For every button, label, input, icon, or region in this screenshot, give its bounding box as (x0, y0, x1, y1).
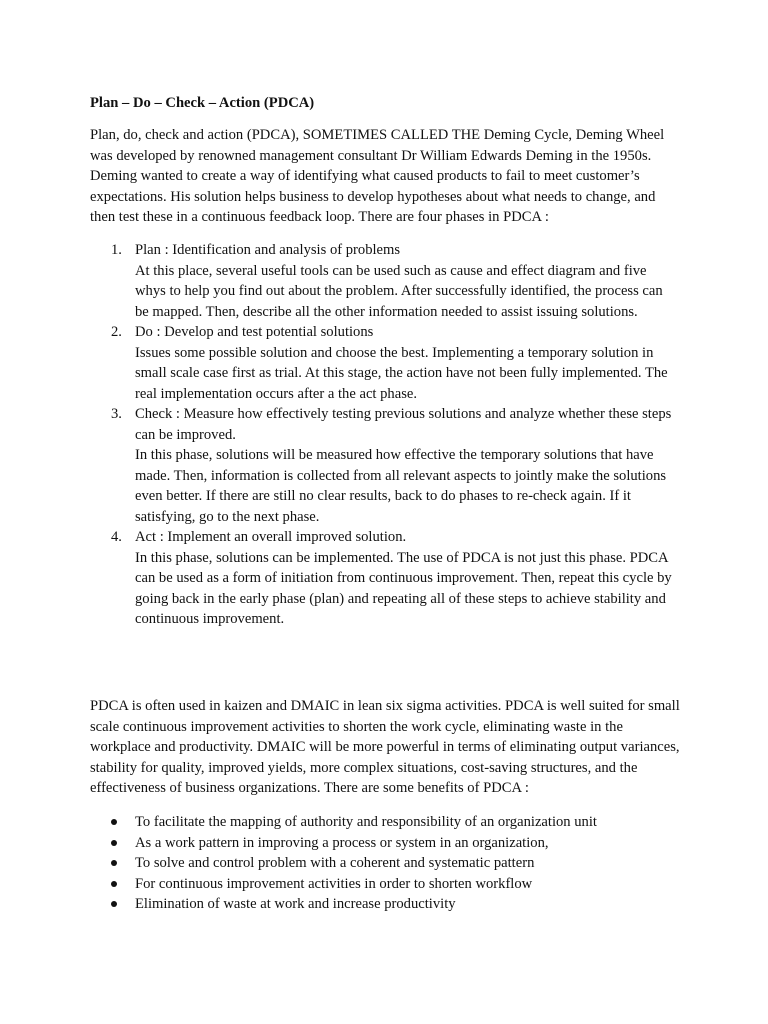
list-number: 1. (111, 242, 122, 258)
phase-description: In this phase, solutions will be measured how effective the temporary solutions that have made. Then, information is collected from all relevant aspects to jointly make the solutions even better. If there are still no clear results, back to do phases to re-check again. If it satisfying, go to the next phase. (135, 447, 667, 525)
phase-heading: Check : Measure how effectively testing previous solutions and analyze whether these steps can be improved. (135, 406, 672, 443)
list-item-check (90, 404, 680, 527)
benefits-list (90, 812, 680, 915)
phase-description: Issues some possible solution and choose the best. Implementing a temporary solution in small scale case first as trial. At this stage, the action have not been fully implemented. The real implementation occurs after a the act phase. (135, 344, 668, 402)
list-item-plan (90, 240, 680, 322)
list-item (90, 853, 680, 874)
bullet-icon (111, 860, 117, 866)
list-item (90, 833, 680, 854)
list-item (90, 812, 680, 833)
bullet-icon (111, 881, 117, 887)
list-number: 2. (111, 324, 122, 340)
bullet-icon (111, 901, 117, 907)
document-title: Plan – Do – Check – Action (PDCA) (90, 95, 315, 111)
bullet-icon (111, 840, 117, 846)
phase-heading: Plan : Identification and analysis of problems (135, 242, 401, 258)
phase-description: In this phase, solutions can be implemented. The use of PDCA is not just this phase. PDCA can be used as a form of initiation from continuous improvement. Then, repeat this cycle by going back in the early phase (plan) and repeating all of these steps to achieve stability and continuous improvement. (135, 549, 672, 627)
list-number: 4. (111, 529, 122, 545)
phase-heading: Act : Implement an overall improved solution. (135, 529, 407, 545)
benefit-text: To facilitate the mapping of authority and responsibility of an organization unit (135, 814, 597, 830)
bullet-icon (111, 819, 117, 825)
phase-description: At this place, several useful tools can be used such as cause and effect diagram and five whys to help you find out about the problem. After successfully identified, the process can be mapped. Then, describe all the other information needed to assist issuing solutions. (135, 262, 663, 320)
benefit-text: For continuous improvement activities in order to shorten workflow (135, 875, 533, 892)
list-number: 3. (111, 406, 122, 422)
list-item-do (90, 322, 680, 404)
kaizen-dmaic-paragraph: PDCA is often used in kaizen and DMAIC in lean six sigma activities. PDCA is well suited for small scale continuous improvement activities to shorten the work cycle, eliminating waste in the workplace and productivity. DMAIC will be more powerful in terms of eliminating output variances, stability for quality, improved yields, more complex situations, cost-saving structures, and the effectiveness of business organizations. There are some benefits of PDCA : (90, 698, 680, 796)
intro-paragraph: Plan, do, check and action (PDCA), SOMETIMES CALLED THE Deming Cycle, Deming Wheel was developed by renowned management consultant Dr William Edwards Deming in the 1950s. Deming wanted to create a way of identifying what caused products to fail to meet customer’s expectations. His solution helps business to develop hypotheses about what needs to change, and then test these in a continuous feedback loop. There are four phases in PDCA : (90, 127, 665, 225)
benefit-text: To solve and control problem with a coherent and systematic pattern (135, 855, 535, 871)
list-item (90, 894, 680, 915)
list-item-act (90, 527, 680, 630)
list-item (90, 874, 680, 895)
phase-heading: Do : Develop and test potential solutions (135, 324, 374, 340)
benefit-text: As a work pattern in improving a process or system in an organization, (135, 834, 549, 851)
benefit-text: Elimination of waste at work and increase productivity (135, 896, 456, 912)
pdca-phase-list (90, 240, 680, 630)
